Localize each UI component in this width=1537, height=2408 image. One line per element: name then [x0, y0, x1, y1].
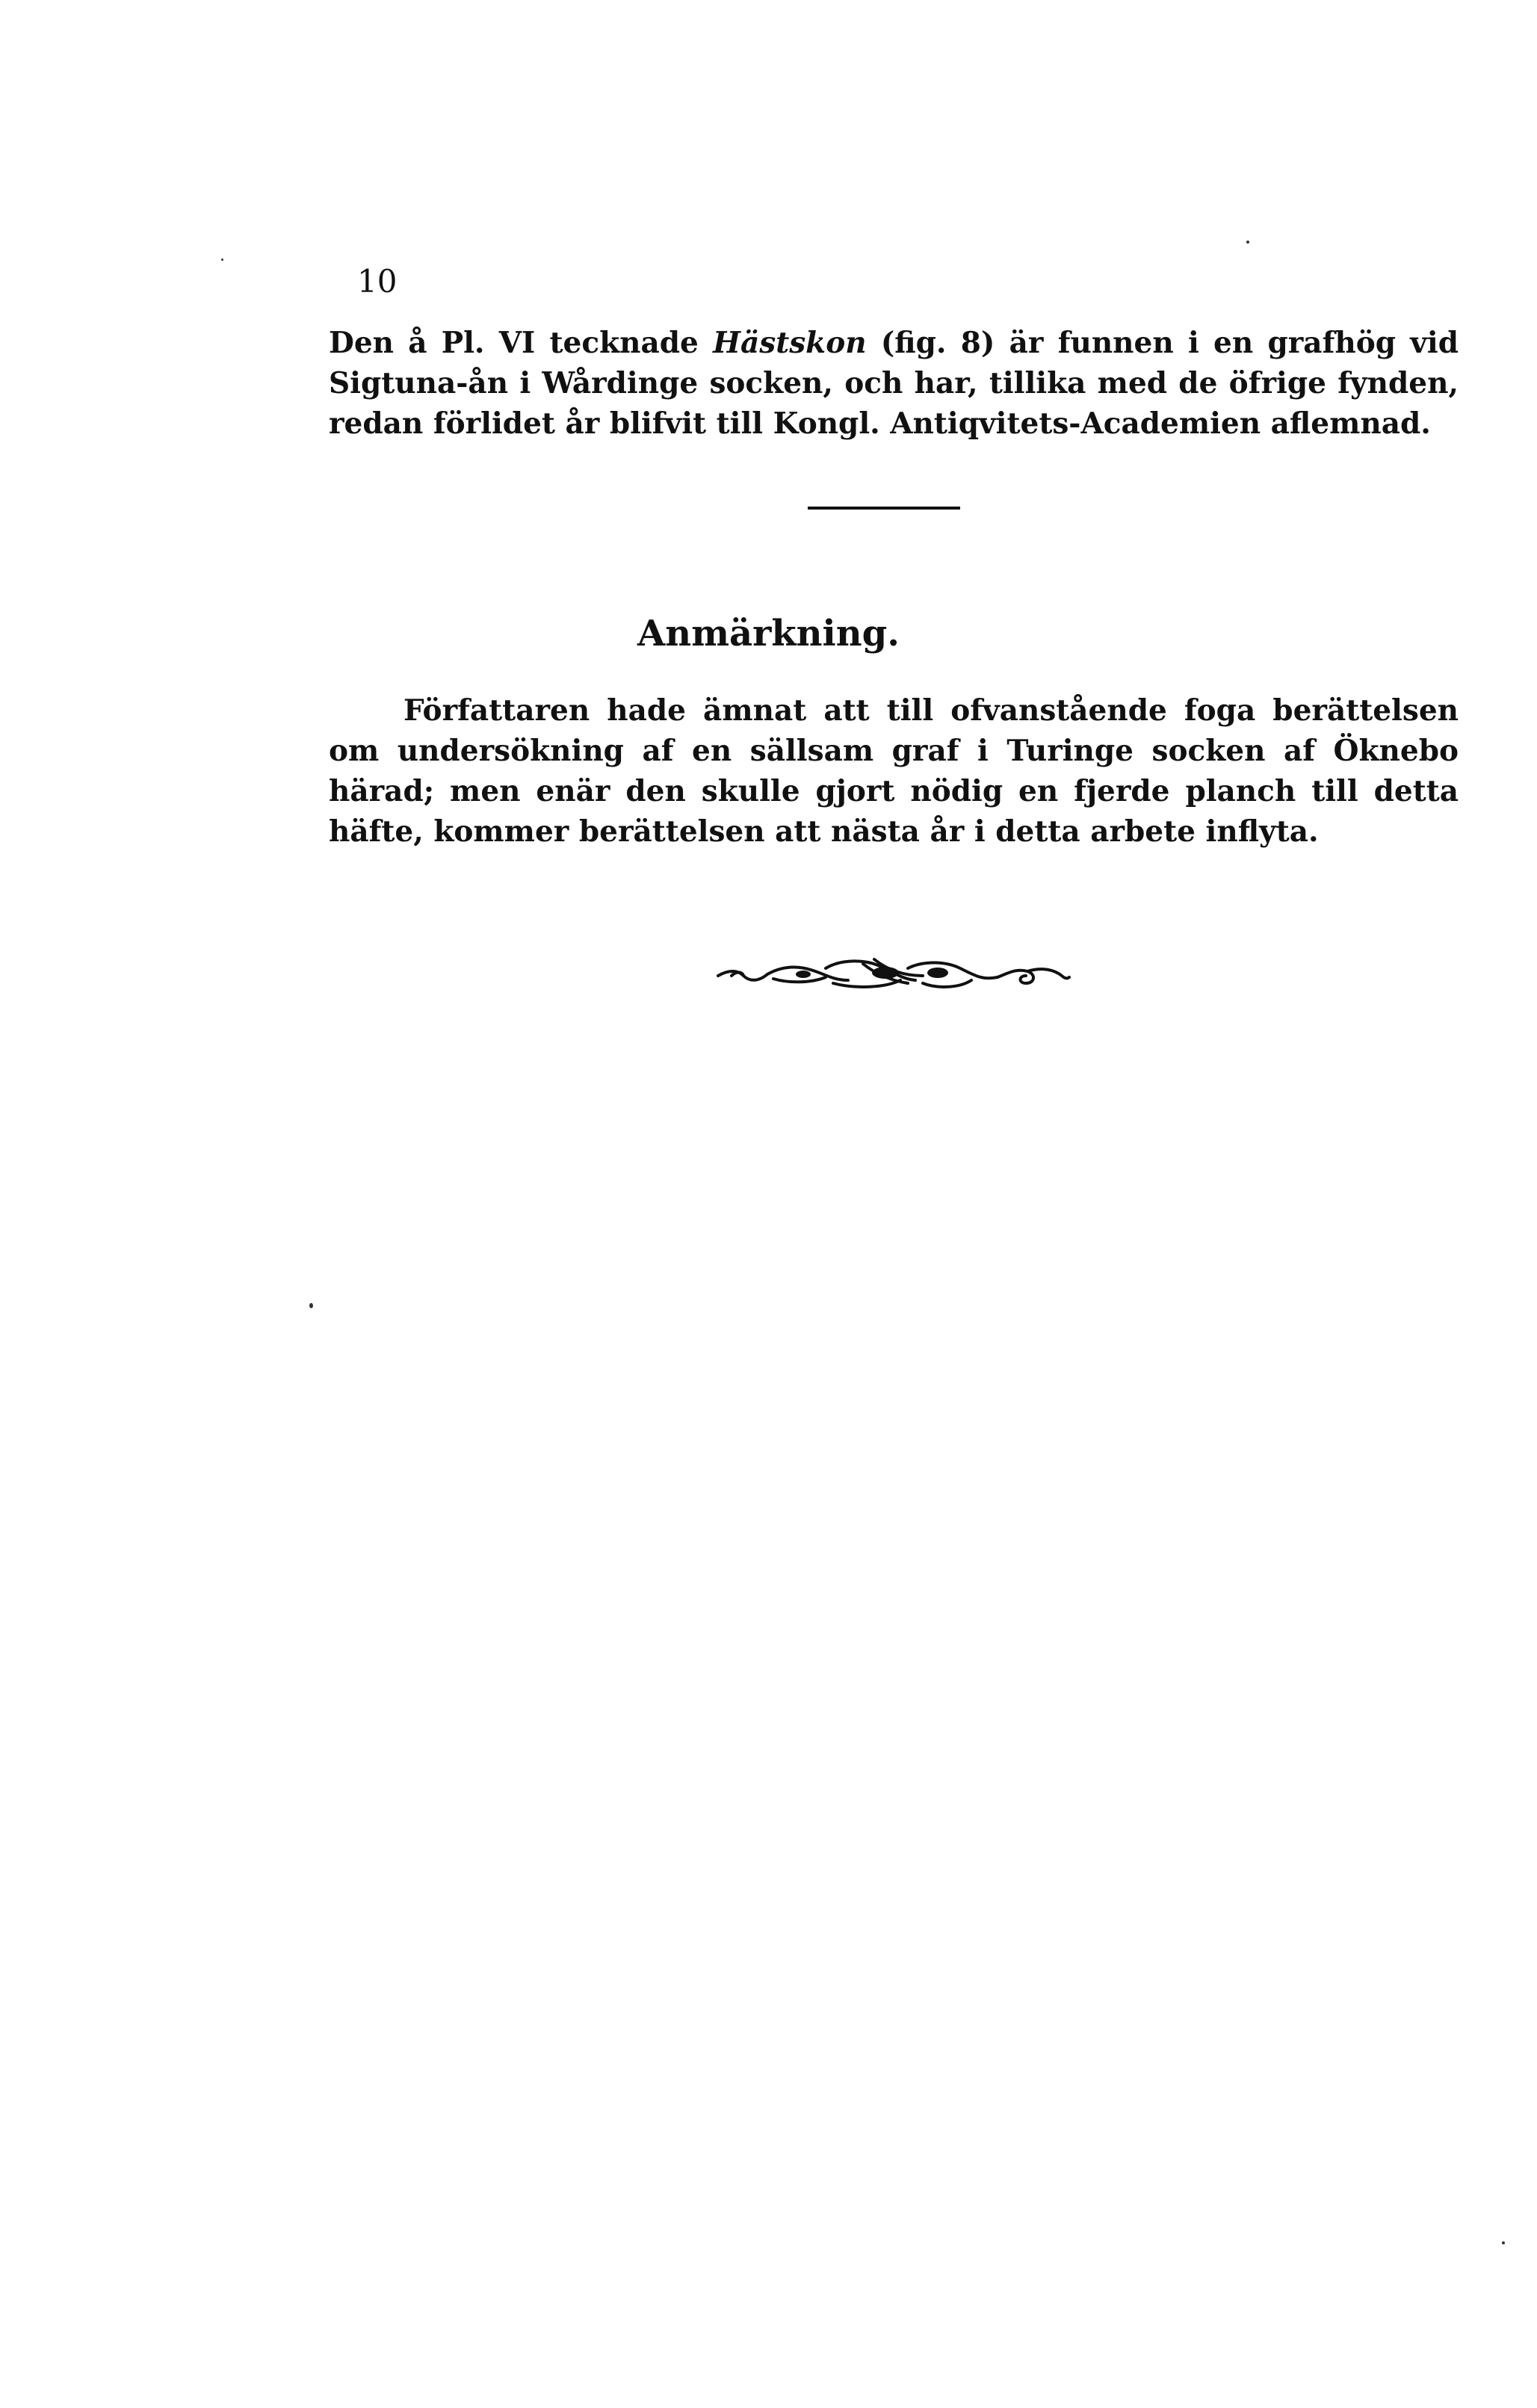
body-paragraph-2: Författaren hade ämnat att till ofvanstående foga berättelsen om undersökning af en sällsam graf i Turinge socken af Öknebo härad; men enär den skulle gjort nödig en fjerde planch till detta häfte, kommer berättelsen att nästa år i detta arbete inflyta.	[329, 693, 1459, 849]
page-number: 10	[357, 263, 398, 300]
paragraph-1-text-end: (fig. 8) är funnen i en grafhög vid Sigtuna-ån i Wårdinge socken, och har, tillika med de öfrige fynden, redan förlidet år blifvit till Kongl. Antiqvitets-Academien aflemnad.	[329, 326, 1459, 441]
italic-term-hastskon: Hästskon	[713, 326, 867, 360]
section-divider-rule	[808, 507, 960, 510]
body-paragraph-1	[329, 323, 1459, 444]
paragraph-1-text-start: Den å Pl. VI tecknade	[329, 326, 714, 360]
paper-speck	[309, 1303, 313, 1308]
flourish-ornament-icon	[714, 953, 1072, 995]
paper-speck	[221, 259, 223, 261]
paper-speck	[1246, 241, 1249, 244]
section-heading: Anmärkning.	[637, 613, 900, 654]
paper-speck	[1502, 2241, 1505, 2244]
